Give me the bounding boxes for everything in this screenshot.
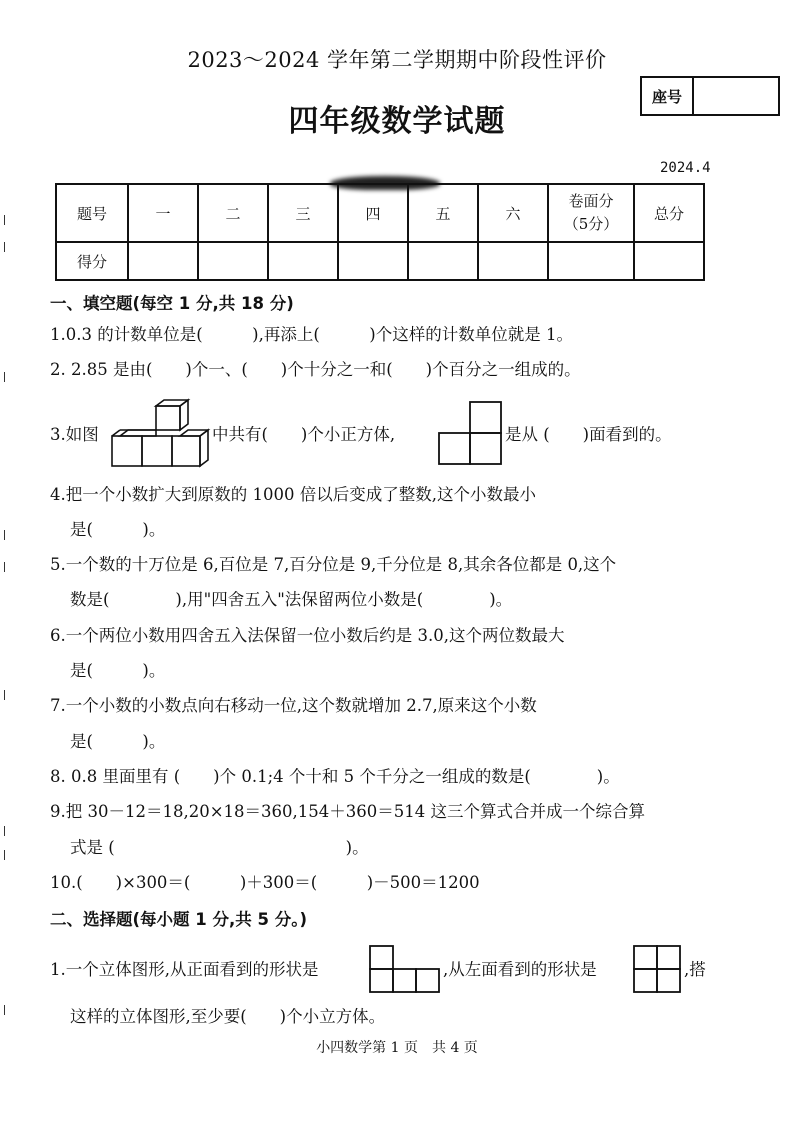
score-cell[interactable]: [634, 242, 704, 280]
score-cell[interactable]: [128, 242, 198, 280]
question-2-1-prefix: 1.一个立体图形,从正面看到的形状是: [50, 960, 319, 979]
margin-mark: [4, 530, 8, 540]
score-header-cell: 三: [268, 184, 338, 242]
question-1-3-suffix: 是从 ( )面看到的。: [505, 425, 672, 444]
margin-mark: [4, 562, 8, 572]
question-1-5-line1: 5.一个数的十万位是 6,百位是 7,百分位是 9,千分位是 8,其余各位都是 0,这个: [50, 555, 617, 574]
question-1-6-line1: 6.一个两位小数用四舍五入法保留一位小数后约是 3.0,这个两位数最大: [50, 626, 565, 645]
question-1-4-line1: 4.把一个小数扩大到原数的 1000 倍以后变成了整数,这个小数最小: [50, 485, 536, 504]
question-1-7-line2: 是( )。: [70, 732, 166, 751]
front-view-figure: [368, 944, 442, 996]
score-cell[interactable]: [268, 242, 338, 280]
question-1-2: 2. 2.85 是由( )个一、( )个十分之一和( )个百分之一组成的。: [50, 360, 581, 379]
seat-label: 座号: [642, 78, 694, 114]
score-table: [55, 183, 705, 281]
score-cell[interactable]: [478, 242, 548, 280]
margin-mark: [4, 1005, 8, 1015]
score-row-label: 得分: [56, 242, 128, 280]
question-1-6-line2: 是( )。: [70, 661, 166, 680]
score-table-header-row: [56, 184, 704, 242]
question-1-1: 1.0.3 的计数单位是( ),再添上( )个这样的计数单位就是 1。: [50, 325, 573, 344]
margin-mark: [4, 242, 8, 252]
score-header-cell: 题号: [56, 184, 128, 242]
score-cell[interactable]: [548, 242, 634, 280]
question-2-1-line2: 这样的立体图形,至少要( )个小立方体。: [70, 1007, 386, 1026]
question-1-3-middle: 中共有( )个小正方体,: [212, 425, 396, 444]
question-1-4-line2: 是( )。: [70, 520, 166, 539]
score-cell[interactable]: [408, 242, 478, 280]
section-2-title: 二、选择题(每小题 1 分,共 5 分。): [50, 910, 308, 929]
question-2-1-middle: ,从左面看到的形状是: [443, 960, 597, 979]
left-view-figure: [632, 944, 684, 996]
score-header-cell: 二: [198, 184, 268, 242]
exam-title: 2023～2024 学年第二学期期中阶段性评价: [187, 48, 607, 72]
margin-mark: [4, 215, 8, 225]
margin-mark: [4, 690, 8, 700]
score-header-cell: 一: [128, 184, 198, 242]
question-1-9-line1: 9.把 30－12＝18,20×18＝360,154＋360＝514 这三个算式合并成一个综合算: [50, 802, 645, 821]
question-1-5-line2: 数是( ),用"四舍五入"法保留两位小数是( )。: [70, 590, 513, 609]
score-header-cell: 六: [478, 184, 548, 242]
exam-date: 2024.4: [660, 160, 711, 176]
question-2-1-suffix: ,搭: [684, 960, 706, 979]
question-1-8: 8. 0.8 里面里有 ( )个 0.1;4 个十和 5 个千分之一组成的数是( )。: [50, 767, 620, 786]
margin-mark: [4, 826, 8, 836]
score-cell[interactable]: [338, 242, 408, 280]
question-1-9-line2: 式是 ( )。: [70, 838, 369, 857]
margin-mark: [4, 372, 8, 382]
margin-mark: [4, 850, 8, 860]
score-header-cell: 卷面分 （5分）: [548, 184, 634, 242]
score-cell[interactable]: [198, 242, 268, 280]
score-header-cell: 五: [408, 184, 478, 242]
question-1-3-prefix: 3.如图: [50, 425, 99, 444]
score-header-cell: 总分: [634, 184, 704, 242]
view-shape-figure: [437, 400, 503, 466]
cube-stack-figure: [110, 398, 212, 470]
section-1-title: 一、填空题(每空 1 分,共 18 分): [50, 294, 294, 313]
score-table-score-row: [56, 242, 704, 280]
question-1-10: 10.( )×300＝( )＋300＝( )－500＝1200: [50, 873, 480, 892]
page-footer: 小四数学第 1 页 共 4 页: [316, 1040, 478, 1056]
question-1-7-line1: 7.一个小数的小数点向右移动一位,这个数就增加 2.7,原来这个小数: [50, 696, 537, 715]
exam-subtitle: 四年级数学试题: [288, 104, 506, 139]
score-header-cell: 四: [338, 184, 408, 242]
